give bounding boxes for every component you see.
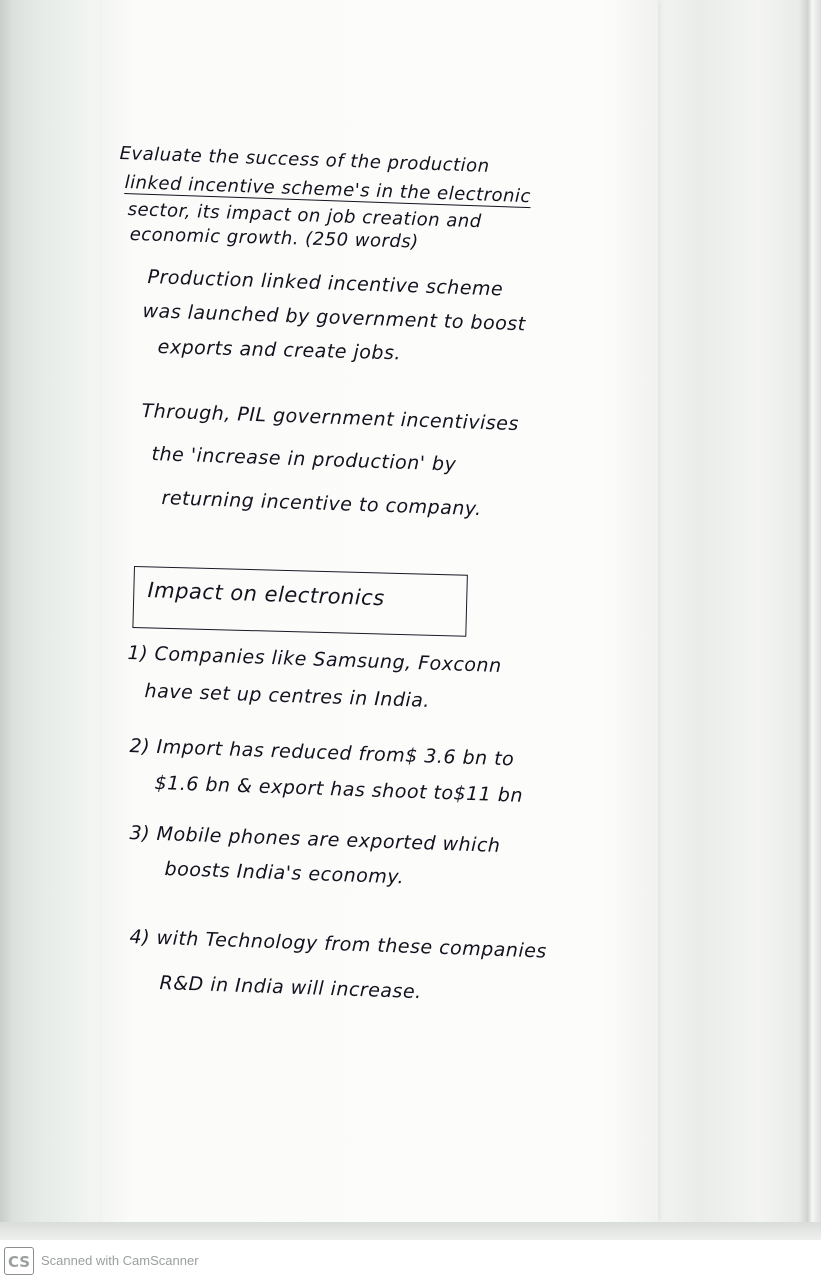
question-line-1: Evaluate the success of the production: [119, 143, 490, 177]
point-4-line-1: 4) with Technology from these companies: [129, 926, 548, 963]
scanner-footer-text: Scanned with CamScanner: [41, 1253, 199, 1268]
question-line-4: economic growth. (250 words): [129, 224, 419, 253]
right-edge: [799, 0, 821, 1240]
bottom-band: [0, 1222, 821, 1240]
question-line-3: sector, its impact on job creation and: [127, 199, 483, 233]
point-3-line-2: boosts India's economy.: [164, 858, 405, 889]
heading-impact-on-electronics: Impact on electronics: [147, 578, 386, 611]
point-2-line-2: $1.6 bn & export has shoot to$11 bn: [154, 772, 524, 807]
through-line-1: Through, PIL government incentivises: [141, 400, 520, 436]
intro-line-3: exports and create jobs.: [157, 336, 402, 365]
point-1-line-2: have set up centres in India.: [144, 680, 431, 712]
question-line-2: linked incentive scheme's in the electronic: [124, 172, 532, 208]
through-line-3: returning incentive to company.: [161, 487, 483, 521]
point-4-line-2: R&D in India will increase.: [159, 972, 423, 1004]
through-line-2: the 'increase in production' by: [151, 443, 457, 476]
point-3-line-1: 3) Mobile phones are exported which: [129, 822, 501, 857]
intro-line-2: was launched by government to boost: [142, 300, 527, 336]
intro-line-1: Production linked incentive scheme: [147, 266, 504, 301]
point-1-line-1: 1) Companies like Samsung, Foxconn: [127, 642, 502, 678]
point-2-line-1: 2) Import has reduced from$ 3.6 bn to: [129, 735, 515, 771]
left-shadow: [0, 0, 14, 1240]
camscanner-logo-icon: CS: [4, 1247, 34, 1275]
